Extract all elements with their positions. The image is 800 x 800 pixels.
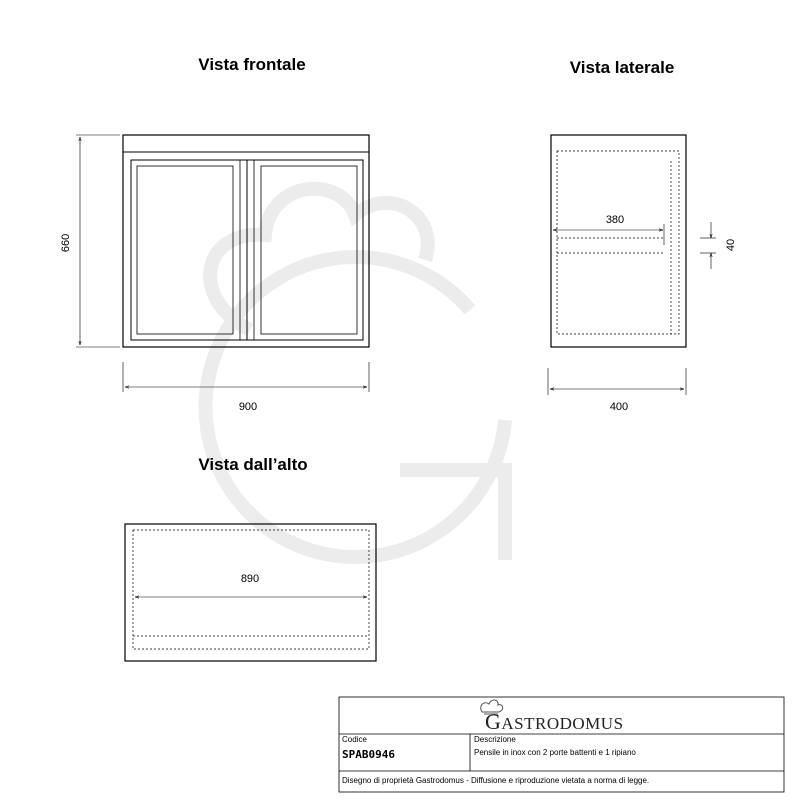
- side-view: [551, 135, 686, 347]
- code-label: Codice: [342, 735, 367, 744]
- description-value: Pensile in inox con 2 porte battenti e 1 ripiano: [474, 748, 636, 757]
- shelf-depth-label: 380: [605, 214, 625, 226]
- copyright-footer: Disegno di proprietà Gastrodomus - Diffusione e riproduzione vietata a norma di legge.: [342, 776, 650, 785]
- side-outer-frame: [551, 135, 686, 347]
- top-view: [125, 524, 376, 661]
- code-value: SPAB0946: [342, 748, 395, 761]
- top-outer-frame: [125, 524, 376, 661]
- side-inner-hidden-lines: [557, 151, 679, 334]
- side-width-dimension: [548, 368, 686, 395]
- side-view-title: Vista laterale: [569, 58, 675, 77]
- side-width-label: 400: [609, 401, 629, 413]
- front-width-label: 900: [238, 401, 258, 413]
- front-view-title: Vista frontale: [198, 55, 306, 74]
- chef-hat-g-watermark-icon: [206, 189, 505, 560]
- front-height-label: 660: [60, 233, 72, 253]
- description-label: Descrizione: [474, 735, 516, 744]
- shelf-thickness-dimension: [700, 222, 716, 269]
- front-height-dimension: [76, 135, 120, 347]
- front-width-dimension: [123, 362, 369, 392]
- top-inner-hidden-lines: [133, 530, 369, 649]
- shelf-depth-dimension: [553, 224, 664, 245]
- top-view-title: Vista dall’alto: [198, 455, 308, 474]
- shelf-thickness-label: 40: [725, 238, 737, 252]
- top-width-label: 890: [240, 573, 260, 585]
- brand-name: GASTRODOMUS: [485, 709, 624, 734]
